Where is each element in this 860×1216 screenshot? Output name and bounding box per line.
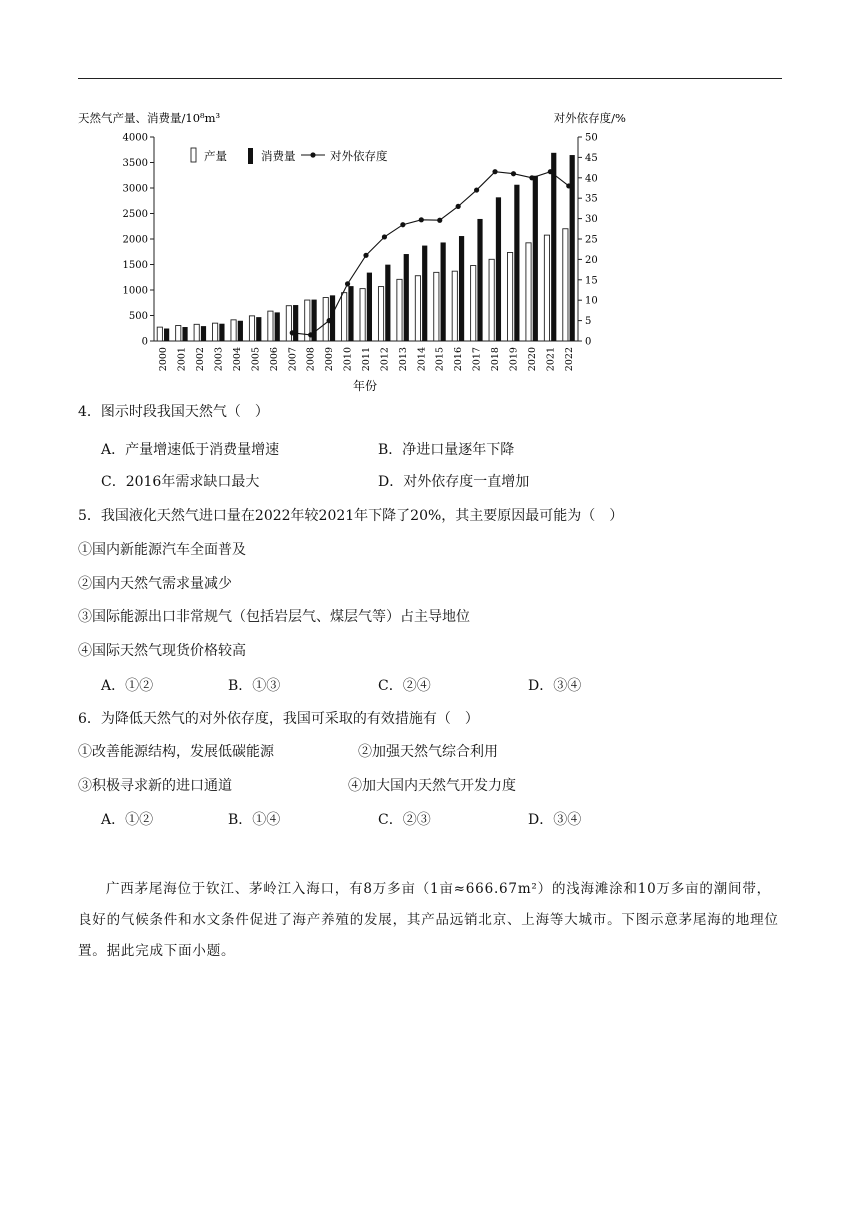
reading-passage: 广西茅尾海位于钦江、茅岭江入海口，有8万多亩（1亩≈666.67m²）的浅海滩涂和10万多亩的潮间带，良好的气候条件和水文条件促进了海产养殖的发展，其产品远销北京、上海等大城市。下图示意茅尾海的地理位置。据此完成下面小题。 <box>78 881 779 959</box>
bar-production <box>342 293 347 341</box>
y-left-tick-label: 3000 <box>122 183 148 195</box>
q6-option-a[interactable]: A．①② <box>101 812 154 828</box>
q4-option-b[interactable]: B．净进口量逐年下降 <box>378 442 515 458</box>
bar-production <box>213 323 218 341</box>
x-tick-label: 2017 <box>471 347 483 372</box>
bar-production <box>286 306 291 341</box>
x-tick-label: 2018 <box>490 347 502 372</box>
bar-production <box>434 272 439 341</box>
dependence-point <box>492 169 497 174</box>
bar-production <box>415 276 420 341</box>
q5-stem: 5．我国液化天然气进口量在2022年较2021年下降了20%，其主要原因最可能为（ ） <box>78 508 624 524</box>
bar-production <box>544 235 549 341</box>
dependence-point <box>308 332 313 337</box>
dependence-point <box>456 204 461 209</box>
q6-item-1: ①改善能源结构，发展低碳能源 <box>78 744 274 760</box>
bar-production <box>157 327 162 341</box>
bar-production <box>360 289 365 341</box>
y-right-tick-label: 5 <box>585 316 592 328</box>
y-left-tick-label: 1500 <box>122 260 148 271</box>
x-tick-label: 2012 <box>379 347 391 372</box>
q4-option-a[interactable]: A．产量增速低于消费量增速 <box>101 442 280 458</box>
gas-chart <box>78 104 638 394</box>
bar-consumption <box>348 286 353 341</box>
y-right-tick-label: 15 <box>585 275 598 287</box>
bar-production <box>231 320 236 341</box>
bar-consumption <box>533 176 538 341</box>
bar-production <box>471 266 476 341</box>
y-left-tick-label: 2000 <box>122 234 148 246</box>
dependence-point <box>474 187 479 192</box>
y-left-tick-label: 3500 <box>122 158 148 169</box>
y-left-label: 天然气产量、消费量/10⁸m³ <box>78 111 221 125</box>
x-axis-label: 年份 <box>352 379 378 393</box>
bar-consumption <box>238 321 243 341</box>
y-right-tick-label: 45 <box>585 152 598 164</box>
bar-production <box>452 271 457 341</box>
q4-option-d[interactable]: D．对外依存度一直增加 <box>378 474 530 490</box>
dependence-point <box>345 281 350 286</box>
q5-option-c[interactable]: C．②④ <box>378 678 431 694</box>
bar-consumption <box>164 329 169 341</box>
y-left-tick-label: 2500 <box>122 209 148 220</box>
bar-consumption <box>385 265 390 341</box>
bar-consumption <box>459 236 464 341</box>
y-right-tick-label: 10 <box>585 295 598 307</box>
bar-consumption <box>496 197 501 341</box>
bar-consumption <box>367 273 372 341</box>
x-tick-label: 2007 <box>287 347 299 372</box>
q6-option-b[interactable]: B．①④ <box>228 812 281 828</box>
y-left-tick-label: 4000 <box>122 132 148 144</box>
dependence-point <box>529 175 534 180</box>
bar-production <box>526 243 531 341</box>
q4-stem: 4．图示时段我国天然气（ ） <box>78 404 269 420</box>
x-tick-label: 2002 <box>195 347 207 372</box>
x-tick-label: 2011 <box>361 347 372 372</box>
bar-production <box>194 324 199 341</box>
x-tick-label: 2000 <box>158 347 170 372</box>
bar-consumption <box>514 185 519 341</box>
y-left-tick-label: 0 <box>141 336 148 348</box>
x-tick-label: 2003 <box>213 347 225 372</box>
dependence-point <box>437 218 442 223</box>
legend-consumption-label: 消费量 <box>261 149 296 163</box>
bar-consumption <box>201 326 206 341</box>
x-tick-label: 2006 <box>268 347 280 372</box>
q5-option-a[interactable]: A．①② <box>101 678 154 694</box>
x-tick-label: 2020 <box>526 347 538 372</box>
bar-consumption <box>570 155 575 341</box>
x-tick-label: 2021 <box>545 347 557 372</box>
bar-consumption <box>256 317 261 341</box>
q5-item-1: ①国内新能源汽车全面普及 <box>78 542 246 558</box>
legend-production-swatch <box>191 148 196 162</box>
bar-production <box>489 259 494 341</box>
bar-production <box>176 326 181 341</box>
y-left-tick-label: 500 <box>128 311 148 322</box>
legend-consumption-swatch <box>248 148 253 164</box>
bar-consumption <box>219 324 224 341</box>
q6-stem: 6．为降低天然气的对外依存度，我国可采取的有效措施有（ ） <box>78 711 479 727</box>
legend-production-label: 产量 <box>204 149 227 163</box>
legend-dependence-marker <box>310 152 315 157</box>
bar-consumption <box>293 305 298 341</box>
dependence-point <box>419 217 424 222</box>
y-right-tick-label: 0 <box>585 336 592 348</box>
x-tick-label: 2015 <box>434 347 446 372</box>
bar-production <box>268 311 273 341</box>
x-tick-label: 2005 <box>250 347 262 372</box>
y-right-tick-label: 25 <box>585 234 598 246</box>
bar-consumption <box>477 219 482 341</box>
dependence-point <box>548 169 553 174</box>
q4-option-c[interactable]: C．2016年需求缺口最大 <box>101 474 260 490</box>
x-tick-label: 2019 <box>508 347 520 372</box>
bar-consumption <box>404 254 409 341</box>
y-right-label: 对外依存度/% <box>553 111 626 125</box>
x-tick-label: 2009 <box>324 347 336 372</box>
y-right-tick-label: 35 <box>585 193 598 205</box>
header-rule <box>78 78 782 79</box>
q6-item-3: ③积极寻求新的进口通道 <box>78 778 232 794</box>
dependence-point <box>382 234 387 239</box>
dependence-point <box>511 171 516 176</box>
x-tick-label: 2013 <box>397 347 409 372</box>
bar-production <box>378 287 383 341</box>
x-tick-label: 2014 <box>416 347 428 372</box>
q5-item-3: ③国际能源出口非常规气（包括岩层气、煤层气等）占主导地位 <box>78 609 470 625</box>
bar-consumption <box>182 327 187 341</box>
x-tick-label: 2004 <box>231 347 243 372</box>
q5-item-2: ②国内天然气需求量减少 <box>78 576 232 592</box>
bar-production <box>507 252 512 341</box>
dependence-point <box>363 253 368 258</box>
q6-item-4: ④加大国内天然气开发力度 <box>348 778 516 794</box>
bar-consumption <box>422 246 427 341</box>
y-right-tick-label: 40 <box>585 173 598 185</box>
q6-option-c[interactable]: C．②③ <box>378 812 431 828</box>
legend-dependence-label: 对外依存度 <box>330 149 388 163</box>
bar-production <box>397 279 402 341</box>
q5-option-b[interactable]: B．①③ <box>228 678 281 694</box>
bar-consumption <box>551 153 556 341</box>
x-tick-label: 2016 <box>453 347 465 372</box>
x-tick-label: 2001 <box>176 347 188 372</box>
dependence-point <box>327 318 332 323</box>
bar-production <box>249 316 254 341</box>
y-left-tick-label: 1000 <box>122 285 148 297</box>
y-right-tick-label: 50 <box>585 132 598 144</box>
x-tick-label: 2008 <box>305 347 317 372</box>
x-tick-label: 2022 <box>563 346 575 372</box>
y-right-tick-label: 30 <box>585 214 598 226</box>
q6-option-d[interactable]: D．③④ <box>528 812 582 828</box>
y-right-tick-label: 20 <box>585 254 598 266</box>
bar-consumption <box>441 242 446 341</box>
dependence-point <box>400 222 405 227</box>
x-tick-label: 2010 <box>342 347 354 372</box>
q5-item-4: ④国际天然气现货价格较高 <box>78 643 246 659</box>
q6-item-2: ②加强天然气综合利用 <box>358 744 498 760</box>
bar-production <box>563 229 568 341</box>
bar-consumption <box>275 312 280 341</box>
q5-option-d[interactable]: D．③④ <box>528 678 582 694</box>
dependence-point <box>566 183 571 188</box>
dependence-point <box>290 330 295 335</box>
